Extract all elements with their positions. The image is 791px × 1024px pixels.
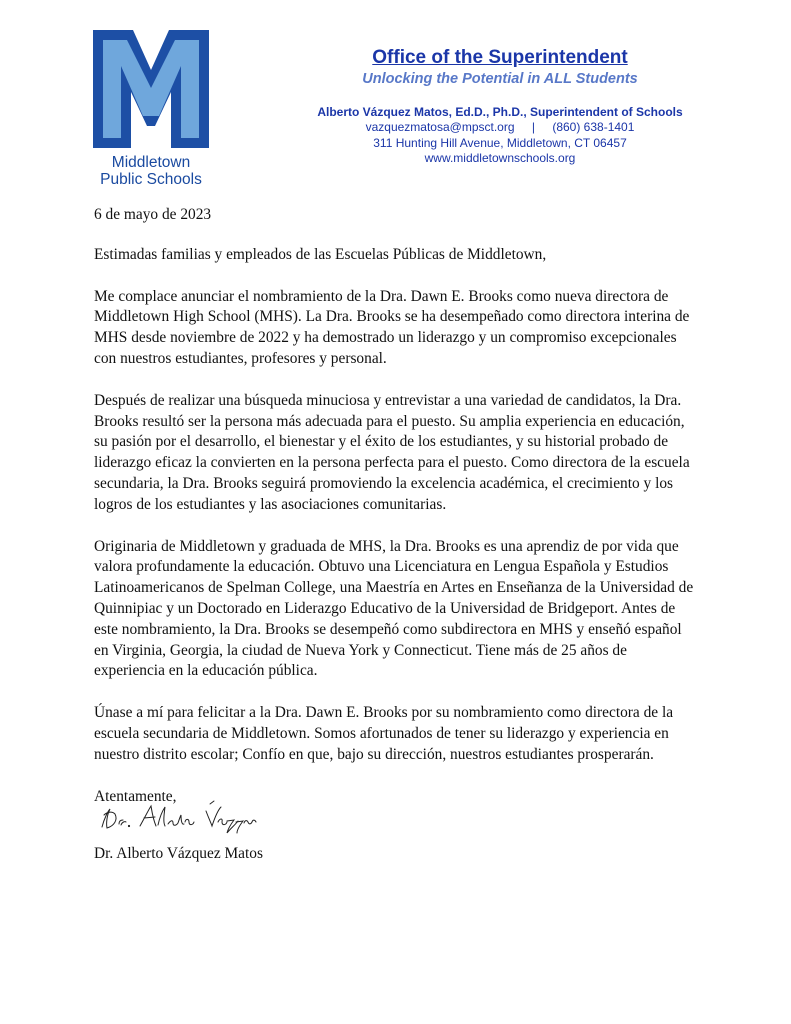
office-title: Office of the Superintendent [372,47,628,68]
signature-icon [98,795,258,835]
paragraph-4: Únase a mí para felicitar a la Dra. Dawn E. Brooks por su nombramiento como directora de la escuela secundaria de Middletown. Somos afortunados de tener su liderazgo y experiencia en nuestro distrito escolar; Confío en que, bajo su dirección, nuestros estudiantes prosperarán. [94,704,674,763]
contact-line [290,120,710,136]
handwritten-signature [98,795,694,842]
superintendent-line: Alberto Vázquez Matos, Ed.D., Ph.D., Superintendent of Schools [317,105,683,119]
closing: Atentamente, [94,787,177,805]
m-letter-logo-icon [93,30,209,148]
signer-name: Dr. Alberto Vázquez Matos [94,845,263,863]
contact-separator: | [531,120,535,134]
district-logo [93,30,209,188]
logo-line-2: Public Schools [100,171,202,188]
letter-body [94,205,694,886]
address: 311 Hunting Hill Avenue, Middletown, CT 06457 [373,135,627,150]
phone-number: (860) 638-1401 [552,120,635,134]
tagline: Unlocking the Potential in ALL Students [362,71,638,87]
website-link[interactable]: www.middletownschools.org [424,151,576,165]
logo-line-1: Middletown [111,154,191,171]
letter-date: 6 de mayo de 2023 [94,206,212,223]
salutation: Estimadas familias y empleados de las Escuelas Públicas de Middletown, [94,245,547,263]
paragraph-3: Originaria de Middletown y graduada de MHS, la Dra. Brooks es una aprendiz de por vida que valora profundamente la educación. Obtuvo una Licenciatura en Lengua Española y Estudios Latinoamericanos de Spelman College, una Maestría en Artes en Enseñanza de la Universidad de Quinnipiac y un Doctorado en Liderazgo Educativo de la Universidad de Bridgeport. Antes de este nombramiento, la Dra. Brooks se desempeñó como subdirectora en MHS y enseñó español en Virginia, Georgia, la ciudad de Nueva York y Connecticut. Tiene más de 25 años de experiencia en la educación pública. [94,537,694,680]
paragraph-1: Me complace anunciar el nombramiento de la Dra. Dawn E. Brooks como nueva directora de Middletown High School (MHS). La Dra. Brooks se ha desempeñado como directora interina de MHS desde noviembre de 2022 y ha demostrado un liderazgo y un compromiso excepcionales con nuestros estudiantes, profesores y personal. [94,287,690,367]
letterhead [290,47,710,167]
email-link[interactable]: vazquezmatosa@mpsct.org [365,120,515,134]
paragraph-2: Después de realizar una búsqueda minuciosa y entrevistar a una variedad de candidatos, la Dra. Brooks resultó ser la persona más adecuada para el puesto. Su amplia experiencia en educación, su pasión por el desarrollo, el bienestar y el éxito de los estudiantes, y su historial probado de liderazgo eficaz la convierten en la persona perfecta para el puesto. Como directora de la escuela secundaria, la Dra. Brooks seguirá promoviendo la excelencia académica, el crecimiento y los logros de los estudiantes y las asociaciones comunitarias. [94,391,690,513]
